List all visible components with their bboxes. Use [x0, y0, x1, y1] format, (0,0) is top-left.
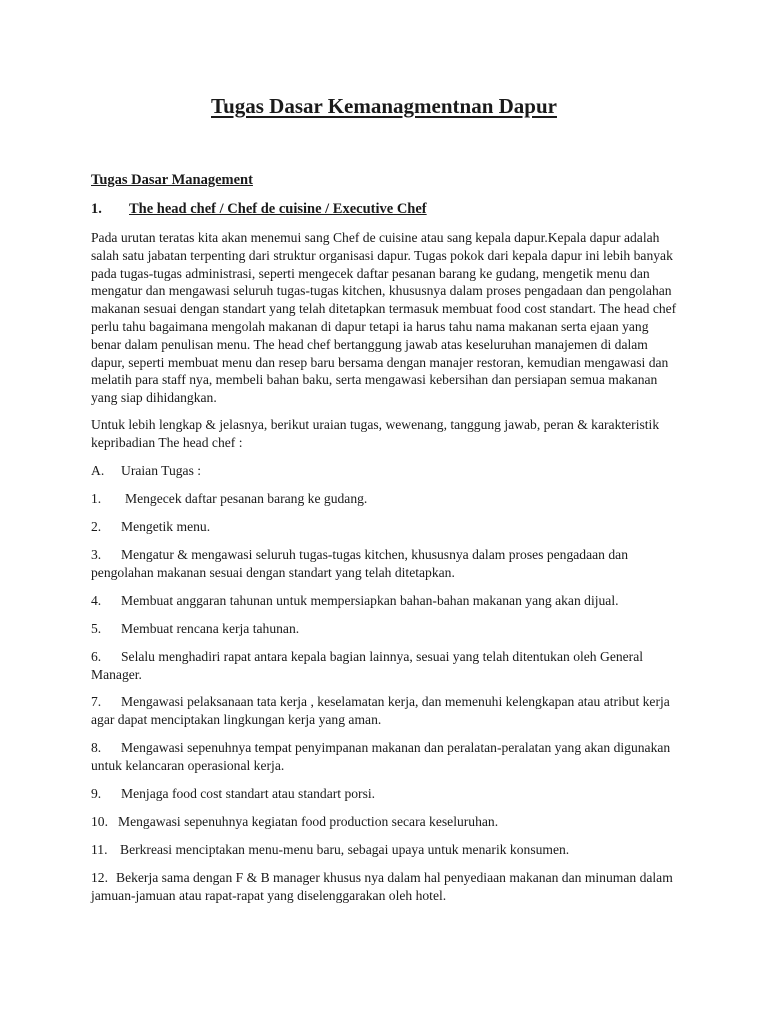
- list-item: [91, 841, 681, 859]
- list-item: [91, 739, 681, 775]
- list-item-text: Mengawasi pelaksanaan tata kerja , keselamatan kerja, dan memenuhi kelengkapan atau atribut kerja agar dapat menciptakan lingkungan kerja yang aman.: [91, 694, 670, 727]
- document-title: Tugas Dasar Kemanagmentnan Dapur: [211, 94, 557, 118]
- list-item-text: Berkreasi menciptakan menu-menu baru, sebagai upaya untuk menarik konsumen.: [120, 842, 570, 857]
- list-item-number: 12.: [91, 870, 108, 885]
- list-item: [91, 546, 681, 582]
- list-item-text: Mengecek daftar pesanan barang ke gudang.: [125, 491, 368, 506]
- list-item: [91, 813, 681, 831]
- list-item: [91, 693, 681, 729]
- list-item-text: Bekerja sama dengan F & B manager khusus nya dalam hal penyediaan makanan dan minuman dalam jamuan-jamuan atau rapat-rapat yang diselenggarakan oleh hotel.: [91, 870, 673, 903]
- list-item: [91, 648, 681, 684]
- list-heading-label: Uraian Tugas :: [121, 463, 202, 478]
- list-item-number: 5.: [91, 621, 102, 636]
- list-item-text: Mengatur & mengawasi seluruh tugas-tugas kitchen, khususnya dalam proses pengadaan dan pengolahan makanan sesuai dengan standart yang telah ditetapkan.: [91, 547, 628, 580]
- list-item-text: Selalu menghadiri rapat antara kepala bagian lainnya, sesuai yang telah ditentukan oleh General Manager.: [91, 649, 644, 682]
- list-item-number: 2.: [91, 519, 102, 534]
- list-item-text: Mengawasi sepenuhnya tempat penyimpanan makanan dan peralatan-peralatan yang akan digunakan untuk kelancaran operasional kerja.: [91, 740, 671, 773]
- list-item: [91, 490, 681, 508]
- list-item-number: 11.: [91, 842, 108, 857]
- subsection-heading: [91, 201, 427, 218]
- list-item: [91, 869, 681, 905]
- paragraph-intro: Pada urutan teratas kita akan menemui sang Chef de cuisine atau sang kepala dapur.Kepala dapur adalah salah satu jabatan terpenting dari struktur organisasi dapur. Tugas pokok dari kepala dapur ini lebih banyak pada tugas-tugas administrasi, seperti mengecek daftar pesanan barang ke gudang, mengetik menu dan mengatur dan mengawasi seluruh tugas-tugas kitchen, khususnya dalam proses pengadaan dan pengolahan makanan sesuai dengan standart yang telah ditetapkan termasuk membuat food cost standart. The head chef perlu tahu bagaimana mengolah makanan di dapur tetapi ia harus tahu nama makanan serta ejaan yang benar dalam penulisan menu. The head chef bertanggung jawab atas keseluruhan manajemen di dalam dapur, seperti membuat menu dan resep baru bersama dengan manajer restoran, kemudian mengawasi dan melatih para staff nya, membeli bahan baku, serta mengawasi kebersihan dan persiapan semua makanan yang siap dihidangkan.: [91, 230, 677, 406]
- list-item-number: 1.: [91, 491, 102, 506]
- paragraph-summary: Untuk lebih lengkap & jelasnya, berikut uraian tugas, wewenang, tanggung jawab, peran & karakteristik kepribadian The head chef :: [91, 417, 660, 450]
- subsection-title: The head chef / Chef de cuisine / Executive Chef: [129, 201, 427, 217]
- list-item: [91, 785, 681, 803]
- subsection-number: 1.: [91, 201, 102, 217]
- list-heading-letter: A.: [91, 463, 105, 478]
- list-item: [91, 518, 681, 536]
- list-item-number: 6.: [91, 649, 102, 664]
- section-heading: Tugas Dasar Management: [91, 172, 253, 188]
- list-heading: [91, 462, 681, 480]
- list-item-text: Membuat anggaran tahunan untuk mempersiapkan bahan-bahan makanan yang akan dijual.: [121, 593, 619, 608]
- list-item: [91, 592, 681, 610]
- list-item-number: 3.: [91, 547, 102, 562]
- list-item-number: 9.: [91, 786, 102, 801]
- list-item-text: Mengetik menu.: [121, 519, 211, 534]
- list-item-text: Membuat rencana kerja tahunan.: [121, 621, 300, 636]
- list-item: [91, 620, 681, 638]
- list-item-text: Menjaga food cost standart atau standart porsi.: [121, 786, 376, 801]
- list-item-number: 10.: [91, 814, 108, 829]
- list-item-number: 8.: [91, 740, 102, 755]
- list-item-number: 4.: [91, 593, 102, 608]
- list-item-number: 7.: [91, 694, 102, 709]
- list-item-text: Mengawasi sepenuhnya kegiatan food production secara keseluruhan.: [118, 814, 499, 829]
